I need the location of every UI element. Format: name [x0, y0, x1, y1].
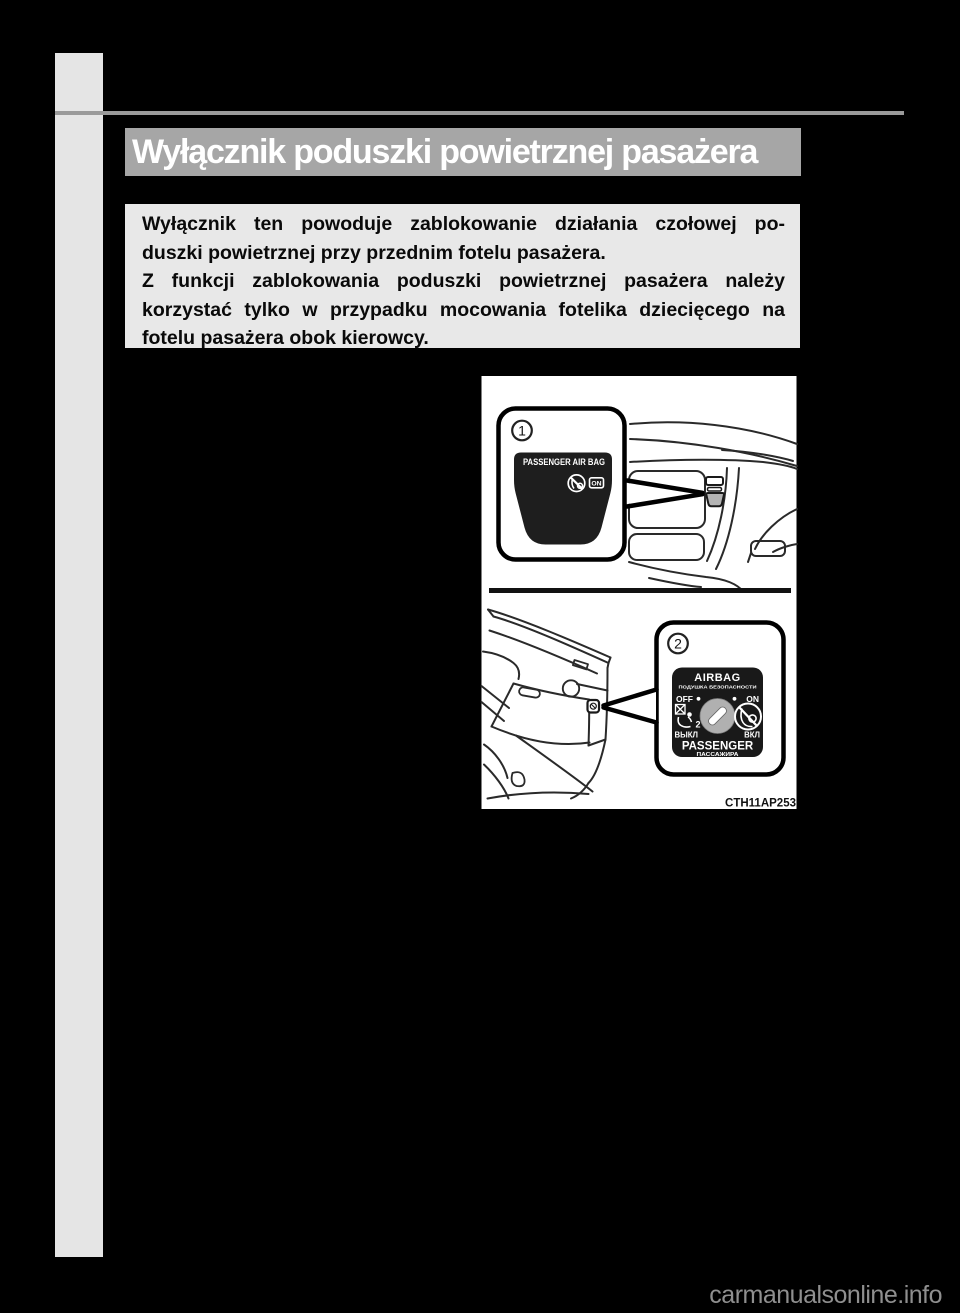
on-badge-text: ON — [591, 480, 602, 488]
intro-line: Z funkcji zablokowania poduszki powietrznej pasażera należy — [142, 270, 785, 293]
intro-line: korzystać tylko w przypadku mocowania fotelika dziecięcego na — [142, 298, 785, 321]
section-title-bar — [125, 128, 801, 176]
callout-number-2 — [668, 634, 688, 654]
figure-code: CTH11AP253 — [725, 797, 796, 810]
intro-line: fotelu pasażera obok kierowcy. — [142, 327, 429, 350]
intro-line: duszki powietrznej przy przednim fotelu pasażera. — [142, 241, 606, 264]
intro-line: Wyłącznik ten powoduje zablokowanie działania czołowej po- — [142, 213, 785, 235]
intro-box — [125, 204, 800, 348]
indicator-slot — [708, 488, 722, 492]
indicator-pod-label: PASSENGER AIR BAG — [523, 457, 605, 467]
switch-plate — [672, 668, 763, 759]
child-seat-count: 2 — [695, 719, 701, 730]
airbag-switch — [588, 700, 600, 713]
callout-number-2-text: 2 — [674, 635, 682, 652]
on-label-ru: ВКЛ — [744, 730, 760, 740]
indicator-window — [706, 477, 723, 485]
page-margin-bar — [55, 53, 103, 1257]
figure — [479, 373, 799, 812]
off-label: OFF — [676, 694, 693, 704]
plate-title-ru: ПОДУШКА БЕЗОПАСНОСТИ — [678, 685, 747, 691]
on-label: ON — [746, 694, 759, 704]
on-indicator-dot — [733, 697, 737, 701]
plate-title: AIRBAG — [694, 672, 741, 684]
callout-number-1 — [512, 421, 532, 441]
on-badge — [590, 478, 604, 488]
header-rule — [55, 111, 904, 115]
indicator-button — [706, 493, 724, 506]
off-indicator-dot — [697, 697, 701, 701]
key-cylinder — [700, 699, 735, 734]
off-label-ru: ВЫКЛ — [674, 730, 698, 740]
callout-number-1-text: 1 — [518, 422, 526, 439]
figure-illustration — [479, 373, 799, 812]
watermark: carmanualsonline.info — [709, 1281, 942, 1309]
passenger-label-ru: ПАССАЖИРА — [696, 752, 739, 758]
section-title: Wyłącznik poduszki powietrznej pasażera — [132, 133, 758, 171]
indicator-pod — [514, 453, 612, 545]
passenger-label: PASSENGER — [681, 740, 754, 753]
